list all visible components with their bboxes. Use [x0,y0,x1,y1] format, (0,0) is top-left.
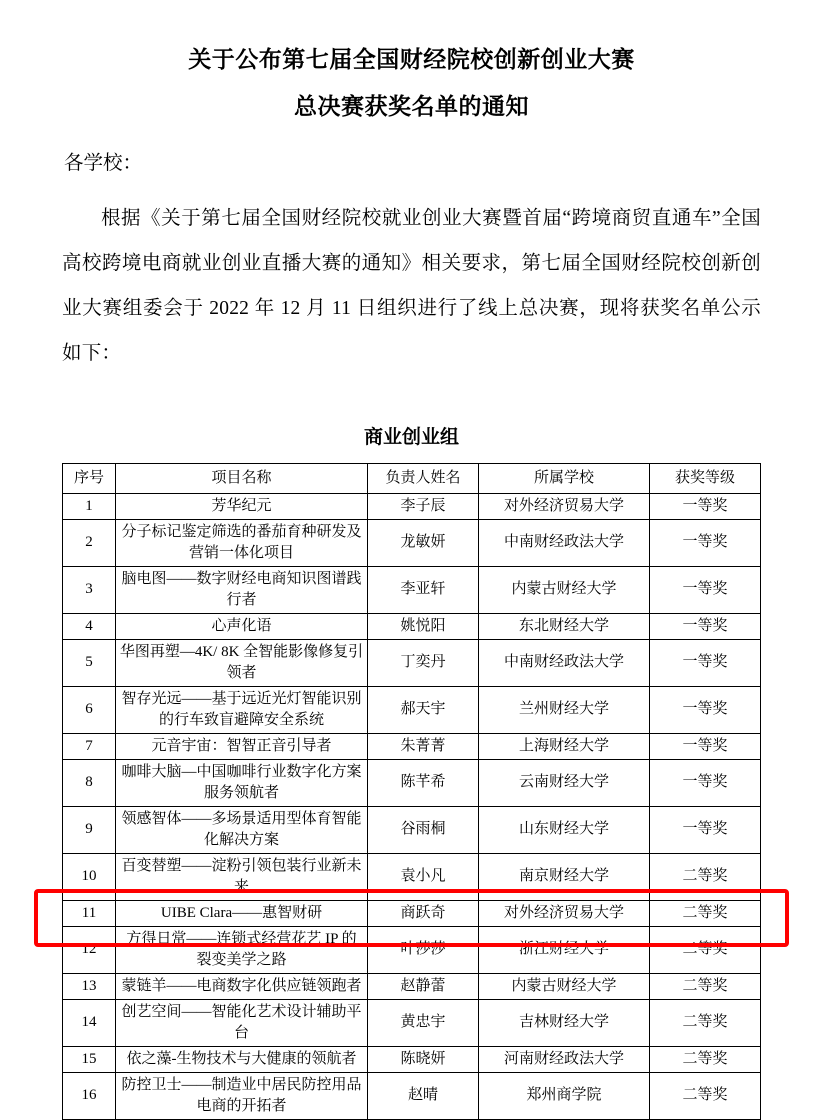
cell-school: 内蒙古财经大学 [479,973,650,999]
cell-leader: 朱菁菁 [368,733,479,759]
award-list-table [62,463,761,1120]
cell-project-name: 方得日常——连锁式经营花艺 IP 的裂变美学之路 [116,926,368,973]
table-row [63,686,761,733]
cell-index: 9 [63,806,116,853]
cell-level: 二等奖 [650,973,761,999]
cell-school: 中南财经政法大学 [479,519,650,566]
section-title: 商业创业组 [363,426,459,448]
cell-level: 一等奖 [650,759,761,806]
cell-school: 内蒙古财经大学 [479,566,650,613]
cell-leader: 李子辰 [368,493,479,519]
cell-leader: 赵晴 [368,1072,479,1119]
cell-school: 吉林财经大学 [479,999,650,1046]
table-row [63,639,761,686]
cell-school: 郑州商学院 [479,1072,650,1119]
table-row [63,999,761,1046]
cell-project-name: 创艺空间——智能化艺术设计辅助平台 [116,999,368,1046]
cell-leader: 谷雨桐 [368,806,479,853]
cell-school: 东北财经大学 [479,613,650,639]
cell-level: 一等奖 [650,686,761,733]
table-row [63,493,761,519]
cell-project-name: 防控卫士——制造业中居民防控用品电商的开拓者 [116,1072,368,1119]
table-row [63,566,761,613]
cell-project-name: UIBE Clara——惠智财研 [116,900,368,926]
cell-project-name: 百变替塑——淀粉引领包装行业新未来 [116,853,368,900]
table-header-school: 所属学校 [479,463,650,493]
cell-leader: 赵静蕾 [368,973,479,999]
cell-project-name: 分子标记鉴定筛选的番茄育种研发及营销一体化项目 [116,519,368,566]
cell-project-name: 华图再塑—4K/ 8K 全智能影像修复引领者 [116,639,368,686]
cell-school: 对外经济贸易大学 [479,900,650,926]
cell-project-name: 蒙链羊——电商数字化供应链领跑者 [116,973,368,999]
cell-project-name: 芳华纪元 [116,493,368,519]
cell-project-name: 咖啡大脑—中国咖啡行业数字化方案服务领航者 [116,759,368,806]
cell-index: 13 [63,973,116,999]
cell-leader: 龙敏妍 [368,519,479,566]
table-header-leader: 负责人姓名 [368,463,479,493]
cell-level: 二等奖 [650,900,761,926]
cell-level: 二等奖 [650,853,761,900]
cell-leader: 陈晓妍 [368,1046,479,1072]
cell-index: 1 [63,493,116,519]
cell-index: 10 [63,853,116,900]
cell-index: 15 [63,1046,116,1072]
cell-index: 8 [63,759,116,806]
cell-leader: 丁奕丹 [368,639,479,686]
table-row [63,853,761,900]
cell-index: 14 [63,999,116,1046]
cell-project-name: 脑电图——数字财经电商知识图谱践行者 [116,566,368,613]
cell-level: 一等奖 [650,613,761,639]
cell-index: 2 [63,519,116,566]
document-title-line-2: 总决赛获奖名单的通知 [294,93,529,119]
cell-level: 一等奖 [650,639,761,686]
cell-leader: 郝天宇 [368,686,479,733]
cell-level: 二等奖 [650,926,761,973]
table-row [63,759,761,806]
table-header-row [63,463,761,493]
cell-project-name: 领感智体——多场景适用型体育智能化解决方案 [116,806,368,853]
cell-level: 二等奖 [650,999,761,1046]
cell-index: 6 [63,686,116,733]
cell-index: 4 [63,613,116,639]
cell-level: 二等奖 [650,1046,761,1072]
cell-leader: 叶莎莎 [368,926,479,973]
table-header-index: 序号 [63,463,116,493]
cell-school: 云南财经大学 [479,759,650,806]
table-row [63,613,761,639]
cell-school: 浙江财经大学 [479,926,650,973]
cell-school: 河南财经政法大学 [479,1046,650,1072]
table-row [63,806,761,853]
cell-leader: 黄忠宇 [368,999,479,1046]
cell-leader: 姚悦阳 [368,613,479,639]
table-row [63,1072,761,1119]
table-row [63,519,761,566]
cell-level: 二等奖 [650,1072,761,1119]
cell-index: 5 [63,639,116,686]
cell-level: 一等奖 [650,493,761,519]
table-row [63,733,761,759]
cell-level: 一等奖 [650,733,761,759]
cell-leader: 李亚轩 [368,566,479,613]
table-header-level: 获奖等级 [650,463,761,493]
cell-school: 对外经济贸易大学 [479,493,650,519]
salutation: 各学校： [64,153,143,174]
body-paragraph: 根据《关于第七届全国财经院校就业创业大赛暨首届“跨境商贸直通车”全国高校跨境电商就业创业直播大赛的通知》相关要求，第七届全国财经院校创新创业大赛组委会于 2022 年 12 月 11 日组织进行了线上总决赛，现将获奖名单公示如下： [62,207,761,364]
cell-level: 一等奖 [650,519,761,566]
cell-level: 一等奖 [650,566,761,613]
cell-project-name: 元音宇宙：智智正音引导者 [116,733,368,759]
cell-project-name: 智存光远——基于远近光灯智能识别的行车致盲避障安全系统 [116,686,368,733]
cell-level: 一等奖 [650,806,761,853]
table-row [63,1046,761,1072]
cell-school: 山东财经大学 [479,806,650,853]
table-row [63,900,761,926]
cell-index: 7 [63,733,116,759]
table-header-project-name: 项目名称 [116,463,368,493]
cell-school: 南京财经大学 [479,853,650,900]
cell-school: 中南财经政法大学 [479,639,650,686]
document-title-line-1: 关于公布第七届全国财经院校创新创业大赛 [188,46,635,72]
cell-school: 兰州财经大学 [479,686,650,733]
cell-leader: 商跃奇 [368,900,479,926]
cell-index: 11 [63,900,116,926]
cell-index: 12 [63,926,116,973]
cell-index: 16 [63,1072,116,1119]
table-row [63,926,761,973]
cell-leader: 袁小凡 [368,853,479,900]
cell-leader: 陈芊希 [368,759,479,806]
cell-project-name: 心声化语 [116,613,368,639]
cell-index: 3 [63,566,116,613]
cell-project-name: 依之藻-生物技术与大健康的领航者 [116,1046,368,1072]
cell-school: 上海财经大学 [479,733,650,759]
